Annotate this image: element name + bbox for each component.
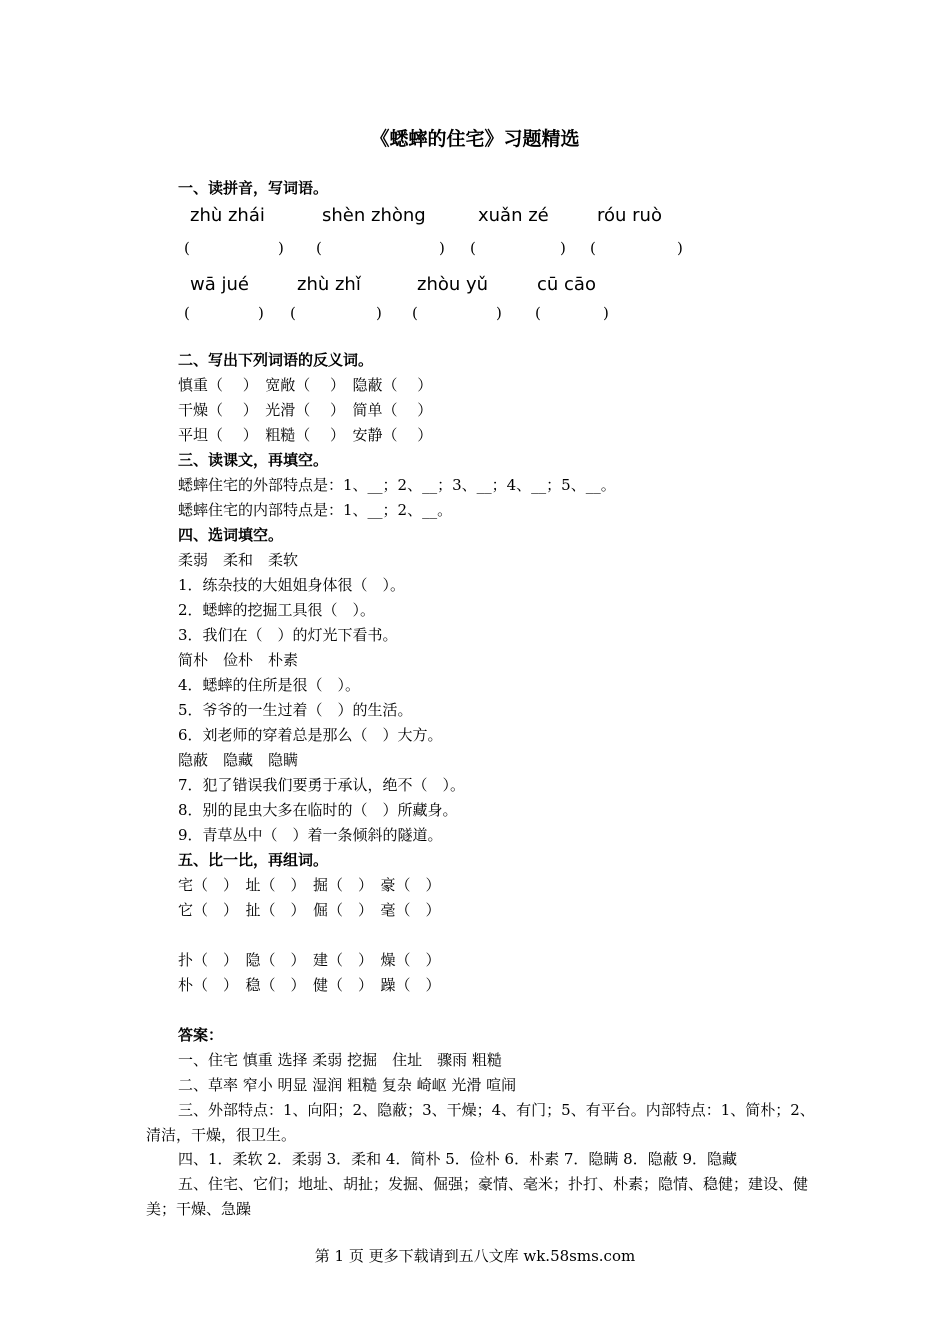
question-3: 3．我们在（ ）的灯光下看书。 xyxy=(178,626,398,644)
answer-paren-open: ( xyxy=(290,304,296,322)
answer-4: 四、1．柔软 2．柔弱 3．柔和 4．简朴 5．俭朴 6．朴素 7．隐瞒 8．隐蔽 9．隐藏 xyxy=(178,1150,738,1168)
pinyin-7: zhòu yǔ xyxy=(417,274,489,295)
question-2: 2．蟋蟀的挖掘工具很（ ）。 xyxy=(178,601,376,619)
antonym-line-2: 干燥（ ） 光滑（ ） 简单（ ） xyxy=(178,401,433,419)
section-5-heading: 五、比一比，再组词。 xyxy=(178,851,329,869)
pinyin-1: zhù zhái xyxy=(190,205,265,226)
answer-paren-close: ) xyxy=(278,239,284,257)
question-4: 4．蟋蟀的住所是很（ ）。 xyxy=(178,676,361,694)
answer-paren-close: ) xyxy=(496,304,502,322)
answer-paren-open: ( xyxy=(590,239,596,257)
answer-paren-close: ) xyxy=(439,239,445,257)
answer-paren-close: ) xyxy=(560,239,566,257)
answer-1: 一、住宅 慎重 选择 柔弱 挖掘 住址 骤雨 粗糙 xyxy=(178,1051,502,1069)
compare-line-3: 扑（ ） 隐（ ） 建（ ） 燥（ ） xyxy=(178,951,441,969)
answer-paren-open: ( xyxy=(184,239,190,257)
antonym-line-3: 平坦（ ） 粗糙（ ） 安静（ ） xyxy=(178,426,433,444)
pinyin-4: róu ruò xyxy=(597,205,662,226)
compare-line-2: 它（ ） 扯（ ） 倔（ ） 毫（ ） xyxy=(178,901,441,919)
pinyin-3: xuǎn zé xyxy=(478,205,549,226)
pinyin-8: cū cāo xyxy=(537,274,596,295)
question-7: 7．犯了错误我们要勇于承认，绝不（ ）。 xyxy=(178,776,466,794)
word-choice-group-2: 简朴 俭朴 朴素 xyxy=(178,651,299,669)
answer-paren-open: ( xyxy=(412,304,418,322)
answer-paren-close: ) xyxy=(677,239,683,257)
question-9: 9．青草丛中（ ）着一条倾斜的隧道。 xyxy=(178,826,443,844)
page-footer: 第 1 页 更多下载请到五八文库 wk.58sms.com xyxy=(314,1247,636,1265)
answer-paren-open: ( xyxy=(535,304,541,322)
question-8: 8．别的昆虫大多在临时的（ ）所藏身。 xyxy=(178,801,458,819)
answer-paren-close: ) xyxy=(258,304,264,322)
section-2-heading: 二、写出下列词语的反义词。 xyxy=(178,351,374,369)
section-4-heading: 四、选词填空。 xyxy=(178,526,284,544)
answer-paren-open: ( xyxy=(184,304,190,322)
question-1: 1．练杂技的大姐姐身体很（ ）。 xyxy=(178,576,406,594)
fill-line-1: 蟋蟀住宅的外部特点是：1、__；2、__；3、__；4、__；5、__。 xyxy=(178,476,616,494)
compare-line-1: 宅（ ） 址（ ） 掘（ ） 豪（ ） xyxy=(178,876,441,894)
answer-2: 二、草率 窄小 明显 湿润 粗糙 复杂 崎岖 光滑 喧闹 xyxy=(178,1076,517,1094)
fill-line-2: 蟋蟀住宅的内部特点是：1、__；2、__。 xyxy=(178,501,453,519)
pinyin-2: shèn zhòng xyxy=(322,205,426,226)
section-1-heading: 一、读拼音，写词语。 xyxy=(178,179,329,197)
question-6: 6．刘老师的穿着总是那么（ ）大方。 xyxy=(178,726,443,744)
answer-3: 三、外部特点：1、向阳；2、隐蔽；3、干燥；4、有门；5、有平台。内部特点：1、简朴；2、清洁，干燥，很卫生。 xyxy=(146,1101,815,1144)
section-3-heading: 三、读课文，再填空。 xyxy=(178,451,329,469)
pinyin-6: zhù zhǐ xyxy=(297,274,361,295)
answer-5: 五、住宅、它们；地址、胡扯；发掘、倔强；豪情、毫米；扑打、朴素；隐情、稳健；建设、健美；干燥、急躁 xyxy=(146,1175,809,1218)
pinyin-5: wā jué xyxy=(190,274,249,295)
answers-heading: 答案： xyxy=(178,1026,224,1044)
antonym-line-1: 慎重（ ） 宽敞（ ） 隐蔽（ ） xyxy=(178,376,433,394)
answer-paren-close: ) xyxy=(603,304,609,322)
answer-paren-open: ( xyxy=(470,239,476,257)
answer-paren-open: ( xyxy=(316,239,322,257)
answer-paren-close: ) xyxy=(376,304,382,322)
compare-line-4: 朴（ ） 稳（ ） 健（ ） 躁（ ） xyxy=(178,976,441,994)
word-choice-group-1: 柔弱 柔和 柔软 xyxy=(178,551,299,569)
word-choice-group-3: 隐蔽 隐藏 隐瞒 xyxy=(178,751,299,769)
question-5: 5．爷爷的一生过着（ ）的生活。 xyxy=(178,701,413,719)
document-title: 《蟋蟀的住宅》习题精选 xyxy=(370,128,580,150)
